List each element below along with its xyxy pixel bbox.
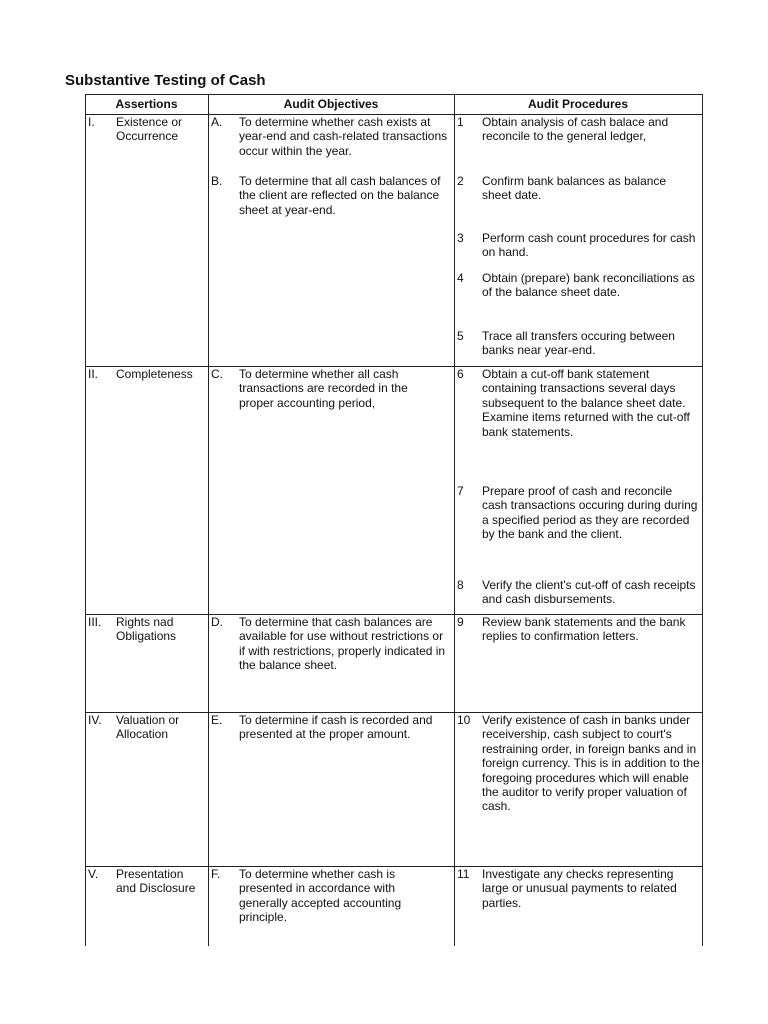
procedure-text: Verify the client's cut-off of cash receipts and cash disbursements. [482, 578, 696, 607]
procedure-number: 1 [457, 115, 464, 129]
header-audit-objectives: Audit Objectives [283, 97, 379, 111]
column-divider [208, 94, 209, 946]
page-title: Substantive Testing of Cash [65, 72, 266, 89]
procedure-text: Review bank statements and the bank replies to confirmation letters. [482, 615, 686, 644]
procedure-number: 6 [457, 367, 464, 381]
assertion-text: Rights nad Obligations [116, 615, 177, 644]
procedure-number: 9 [457, 615, 464, 629]
procedure-number: 8 [457, 578, 464, 592]
procedure-text: Obtain analysis of cash balace and reconcile to the general ledger, [482, 115, 669, 144]
procedure-text: Verify existence of cash in banks under receivership, cash subject to court's restraining order, in foreign banks and in foreign currency. This is in addition to the foregoing procedures which will enable the auditor to verify proper valuation of cash. [482, 713, 700, 814]
procedure-number: 4 [457, 271, 464, 285]
table-border-top [85, 94, 703, 95]
assertion-text: Existence or Occurrence [116, 115, 183, 144]
procedure-number: 2 [457, 174, 464, 188]
objective-text: To determine that cash balances are available for use without restrictions or if with restrictions, properly indicated in the balance sheet. [239, 615, 446, 673]
assertion-number: II. [88, 367, 99, 381]
procedure-text: Obtain a cut-off bank statement containing transactions several days subsequent to the balance sheet date. Examine items returned with the cut-off bank statements. [482, 367, 690, 439]
audit-table [85, 94, 703, 946]
objective-text: To determine if cash is recorded and presented at the proper amount. [239, 713, 433, 742]
procedure-text: Obtain (prepare) bank reconciliations as of the balance sheet date. [482, 271, 695, 300]
procedure-number: 3 [457, 231, 464, 245]
objective-text: To determine whether cash exists at year-end and cash-related transactions occur within the year. [239, 115, 448, 158]
procedure-number: 11 [457, 867, 470, 881]
header-audit-procedures: Audit Procedures [527, 97, 629, 111]
header-assertions: Assertions [115, 97, 178, 111]
objective-letter: D. [211, 615, 223, 629]
objective-text: To determine whether all cash transactions are recorded in the proper accounting period, [239, 367, 408, 410]
procedure-number: 7 [457, 484, 464, 498]
assertion-text: Presentation and Disclosure [116, 867, 196, 896]
assertion-text: Completeness [116, 367, 193, 381]
procedure-number: 5 [457, 329, 464, 343]
assertion-number: IV. [88, 713, 102, 727]
objective-letter: B. [211, 174, 223, 188]
assertion-number: III. [88, 615, 102, 629]
objective-letter: F. [211, 867, 221, 881]
objective-letter: A. [211, 115, 223, 129]
objective-text: To determine that all cash balances of the client are reflected on the balance sheet at year-end. [239, 174, 441, 217]
objective-text: To determine whether cash is presented in accordance with generally accepted accounting principle. [239, 867, 402, 925]
procedure-text: Confirm bank balances as balance sheet date. [482, 174, 667, 203]
assertion-number: I. [88, 115, 95, 129]
procedure-text: Investigate any checks representing large or unusual payments to related parties. [482, 867, 677, 910]
column-divider [454, 94, 455, 946]
procedure-text: Perform cash count procedures for cash on hand. [482, 231, 696, 260]
objective-letter: C. [211, 367, 223, 381]
table-border-left [85, 94, 86, 946]
assertion-number: V. [88, 867, 99, 881]
assertion-text: Valuation or Allocation [116, 713, 180, 742]
procedure-text: Trace all transfers occuring between banks near year-end. [482, 329, 675, 358]
objective-letter: E. [211, 713, 223, 727]
procedure-number: 10 [457, 713, 471, 727]
procedure-text: Prepare proof of cash and reconcile cash transactions occuring during during a specified period as they are recorded by the bank and the client. [482, 484, 698, 542]
table-border-right [702, 94, 703, 946]
